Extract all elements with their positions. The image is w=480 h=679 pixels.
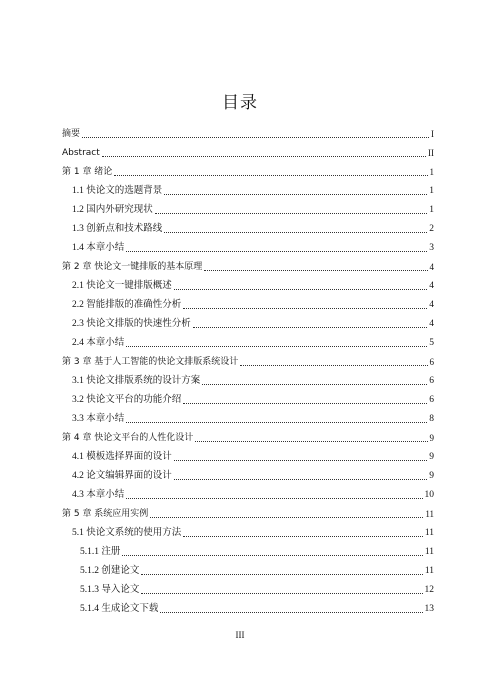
toc-entry-label: 5.1.4 生成论文下载 (80, 604, 159, 614)
toc-entry[interactable] (62, 558, 434, 577)
toc-leader-dots (202, 384, 427, 385)
toc-entry-page: 4 (429, 300, 434, 310)
page-number: III (235, 630, 245, 640)
toc-entry[interactable] (62, 273, 434, 292)
toc-leader-dots (126, 251, 427, 252)
toc-leader-dots (150, 517, 423, 518)
toc-entry-page: 9 (429, 471, 434, 481)
toc-entry-page: 11 (424, 566, 434, 576)
toc-entry-page: 9 (429, 452, 434, 462)
toc-leader-dots (114, 175, 427, 176)
toc-entry-page: 8 (429, 414, 434, 424)
toc-entry-page: 9 (429, 433, 434, 443)
toc-leader-dots (183, 403, 427, 404)
toc-entry[interactable] (62, 178, 434, 197)
toc-leader-dots (82, 137, 429, 138)
toc-leader-dots (195, 441, 427, 442)
toc-entry-page: 11 (425, 509, 434, 519)
toc-entry-page: 5 (429, 338, 434, 348)
toc-entry[interactable] (62, 425, 434, 444)
toc-entry-label: 3.1 快论文排版系统的设计方案 (72, 376, 201, 386)
toc-entry[interactable] (62, 216, 434, 235)
toc-leader-dots (126, 422, 427, 423)
toc-leader-dots (174, 479, 427, 480)
toc-leader-dots (141, 593, 422, 594)
toc-entry[interactable] (62, 349, 434, 368)
toc-entry-page: II (428, 148, 434, 158)
toc-entry-page: 6 (429, 395, 434, 405)
toc-entry[interactable] (62, 463, 434, 482)
toc-entry[interactable] (62, 292, 434, 311)
toc-entry[interactable] (62, 254, 434, 273)
toc-entry-label: 5.1 快论文系统的使用方法 (72, 528, 182, 538)
toc-entry-label: 5.1.1 注册 (80, 547, 121, 557)
toc-entry-label: 摘要 (62, 129, 81, 139)
toc-entry[interactable] (62, 539, 434, 558)
toc-entry[interactable] (62, 520, 434, 539)
toc-entry-label: 2.2 智能排版的准确性分析 (72, 300, 182, 310)
toc-leader-dots (122, 555, 422, 556)
toc-entry-label: 4.3 本章小结 (72, 490, 125, 500)
table-of-contents (62, 121, 434, 615)
toc-entry-page: 11 (424, 547, 434, 557)
toc-entry[interactable] (62, 368, 434, 387)
toc-leader-dots (193, 327, 427, 328)
toc-entry-label: 4.2 论文编辑界面的设计 (72, 471, 172, 481)
toc-entry-label: 3.3 本章小结 (72, 414, 125, 424)
toc-entry[interactable] (62, 387, 434, 406)
toc-leader-dots (174, 460, 427, 461)
toc-entry-page: 1 (429, 205, 434, 215)
toc-leader-dots (160, 612, 422, 613)
toc-leader-dots (155, 213, 427, 214)
toc-entry-label: 2.1 快论文一键排版概述 (72, 281, 172, 291)
page-title: 目录 (222, 93, 258, 113)
toc-entry-label: 1.2 国内外研究现状 (72, 205, 153, 215)
toc-entry-page: 2 (429, 224, 434, 234)
toc-entry-page: 10 (424, 490, 434, 500)
toc-entry-label: 5.1.2 创建论文 (80, 566, 140, 576)
toc-entry[interactable] (62, 159, 434, 178)
toc-entry-label: 第 5 章 系统应用实例 (62, 509, 149, 519)
toc-entry-page: I (431, 129, 434, 139)
toc-entry[interactable] (62, 311, 434, 330)
toc-entry-label: 第 1 章 绪论 (62, 167, 113, 177)
toc-entry-label: 2.3 快论文排版的快速性分析 (72, 319, 191, 329)
toc-leader-dots (183, 308, 427, 309)
toc-entry[interactable] (62, 406, 434, 425)
toc-entry[interactable] (62, 140, 434, 159)
toc-entry[interactable] (62, 501, 434, 520)
toc-leader-dots (204, 270, 427, 271)
toc-entry-label: Abstract (62, 148, 100, 158)
toc-leader-dots (126, 498, 422, 499)
toc-entry-page: 1 (429, 186, 434, 196)
toc-entry[interactable] (62, 330, 434, 349)
toc-entry-label: 5.1.3 导入论文 (80, 585, 140, 595)
toc-leader-dots (126, 346, 427, 347)
toc-entry[interactable] (62, 235, 434, 254)
toc-entry-label: 第 4 章 快论文平台的人性化设计 (62, 433, 194, 443)
toc-entry-label: 3.2 快论文平台的功能介绍 (72, 395, 182, 405)
toc-entry-label: 2.4 本章小结 (72, 338, 125, 348)
toc-entry[interactable] (62, 482, 434, 501)
toc-leader-dots (141, 574, 422, 575)
toc-leader-dots (174, 289, 427, 290)
toc-entry-label: 第 3 章 基于人工智能的快论文排版系统设计 (62, 357, 239, 367)
toc-entry[interactable] (62, 577, 434, 596)
toc-leader-dots (183, 536, 423, 537)
toc-entry-page: 4 (429, 281, 434, 291)
toc-entry-page: 4 (429, 319, 434, 329)
toc-entry-page: 12 (424, 585, 434, 595)
toc-entry-page: 3 (429, 243, 434, 253)
toc-entry-label: 1.1 快论文的选题背景 (72, 186, 163, 196)
toc-entry-label: 1.3 创新点和技术路线 (72, 224, 163, 234)
toc-entry-page: 4 (429, 262, 434, 272)
toc-leader-dots (164, 232, 427, 233)
toc-entry-page: 6 (429, 357, 434, 367)
toc-entry[interactable] (62, 596, 434, 615)
toc-entry-label: 第 2 章 快论文一键排版的基本原理 (62, 262, 203, 272)
toc-entry[interactable] (62, 197, 434, 216)
toc-leader-dots (240, 365, 427, 366)
toc-entry-label: 4.1 模板选择界面的设计 (72, 452, 172, 462)
toc-leader-dots (102, 156, 426, 157)
toc-entry-label: 1.4 本章小结 (72, 243, 125, 253)
toc-entry-page: 13 (424, 604, 434, 614)
toc-entry-page: 6 (429, 376, 434, 386)
toc-entry[interactable] (62, 121, 434, 140)
toc-entry-page: 11 (424, 528, 434, 538)
toc-entry-page: 1 (429, 167, 434, 177)
toc-entry[interactable] (62, 444, 434, 463)
toc-leader-dots (164, 194, 427, 195)
